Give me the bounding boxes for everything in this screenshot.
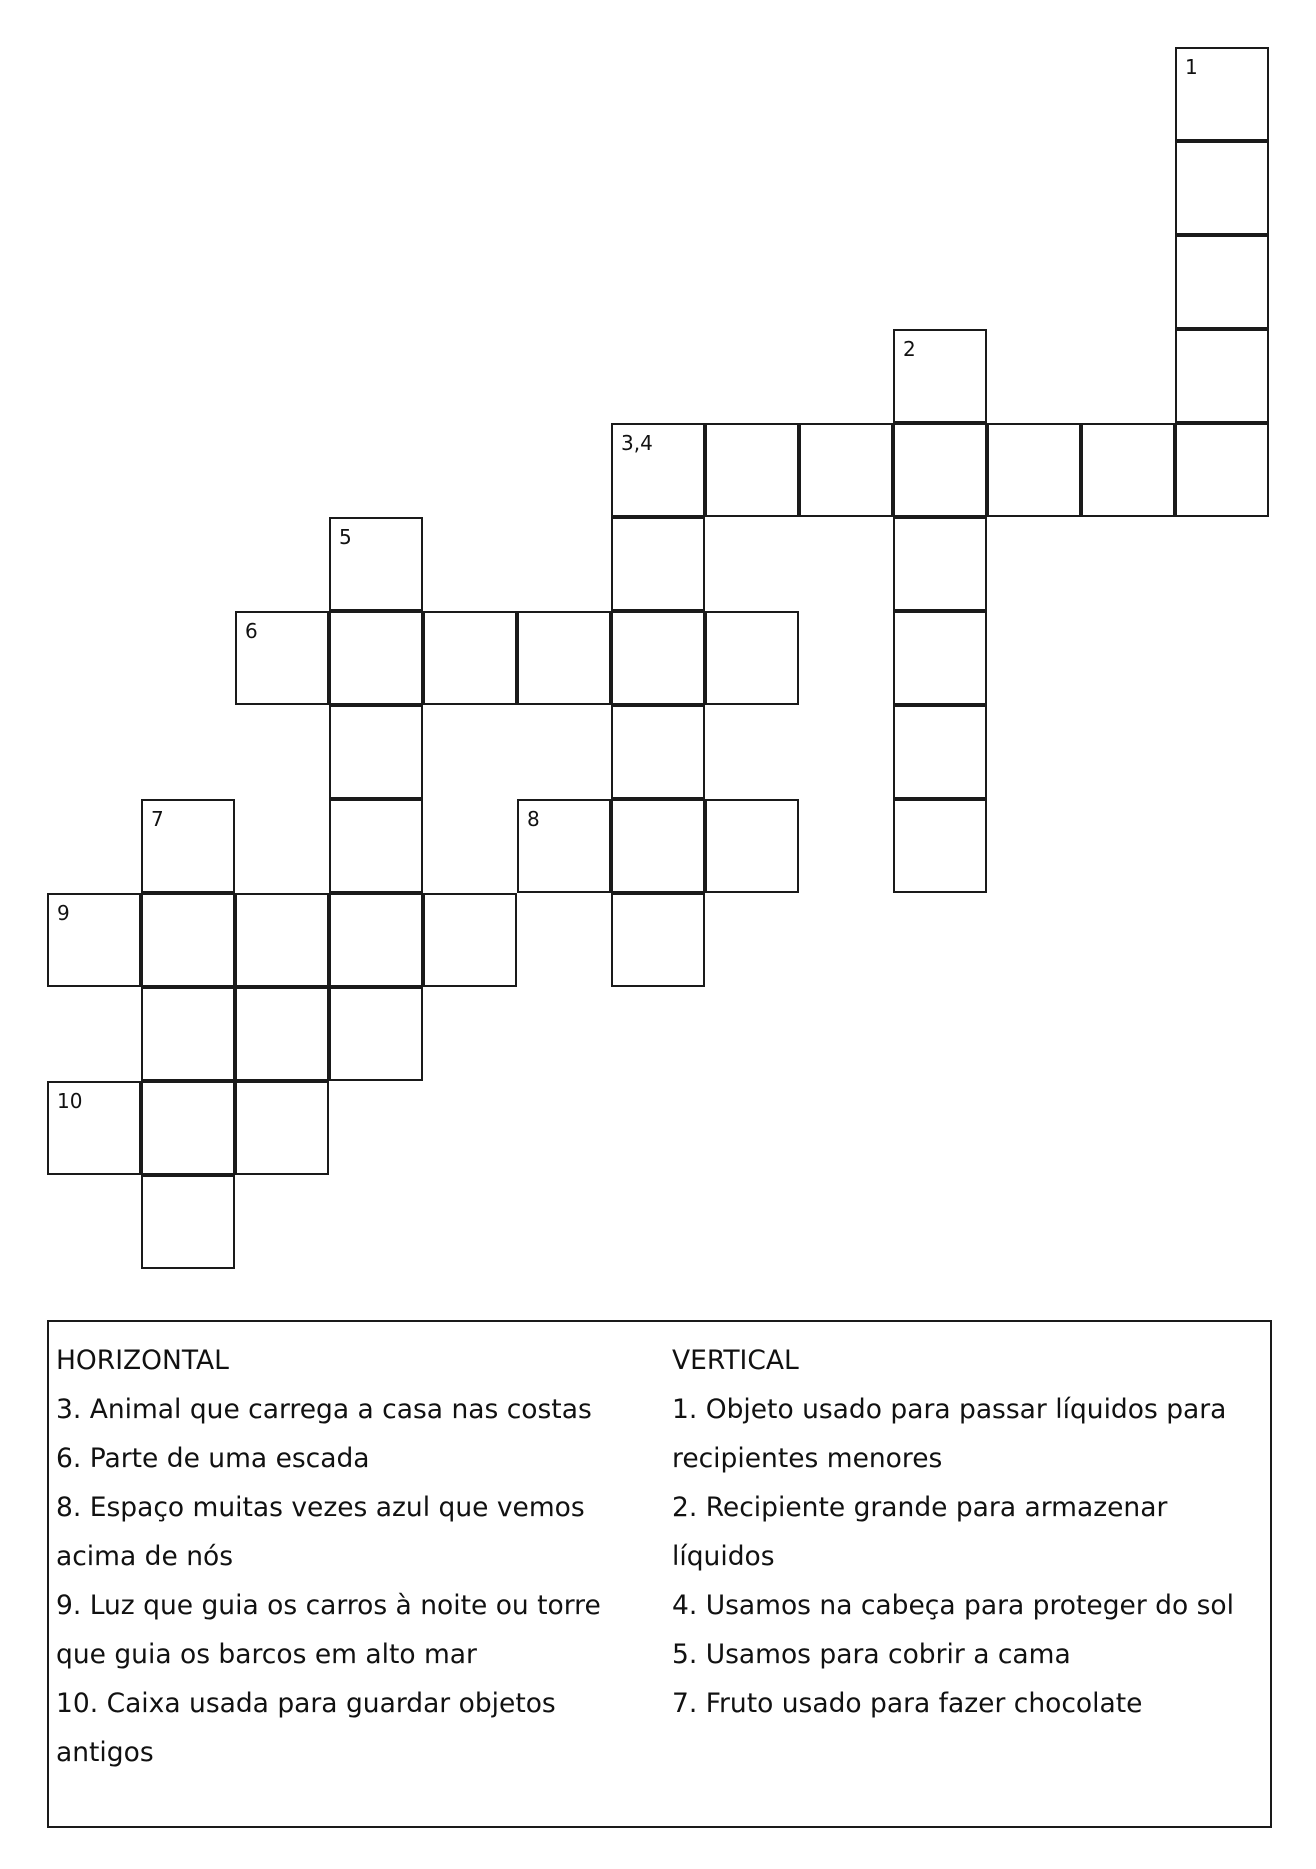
crossword-cell[interactable] (611, 799, 705, 893)
crossword-cell[interactable] (1175, 47, 1269, 141)
clue-line: 5. Usamos para cobrir a cama (672, 1639, 1071, 1670)
crossword-cell[interactable] (893, 705, 987, 799)
crossword-cell[interactable] (987, 423, 1081, 517)
crossword-cell[interactable] (141, 1175, 235, 1269)
clue-line: que guia os barcos em alto mar (56, 1639, 477, 1670)
crossword-cell[interactable] (329, 987, 423, 1081)
clue-line: 8. Espaço muitas vezes azul que vemos (56, 1492, 585, 1523)
clue-number: 10 (57, 1089, 83, 1113)
clue-number: 1 (1185, 55, 1198, 79)
crossword-cell[interactable] (517, 611, 611, 705)
clue-number: 7 (151, 807, 164, 831)
crossword-cell[interactable] (893, 423, 987, 517)
crossword-cell[interactable] (611, 705, 705, 799)
crossword-cell[interactable] (611, 893, 705, 987)
crossword-cell[interactable] (893, 517, 987, 611)
clue-number: 5 (339, 525, 352, 549)
crossword-cell[interactable] (1175, 423, 1269, 517)
clue-line: antigos (56, 1737, 154, 1768)
clue-number: 6 (245, 619, 258, 643)
crossword-cell[interactable] (517, 799, 611, 893)
clue-line: líquidos (672, 1541, 775, 1572)
crossword-cell[interactable] (705, 423, 799, 517)
crossword-cell[interactable] (235, 893, 329, 987)
crossword-cell[interactable] (235, 611, 329, 705)
crossword-cell[interactable] (329, 799, 423, 893)
clue-line: 3. Animal que carrega a casa nas costas (56, 1394, 592, 1425)
clue-line: 4. Usamos na cabeça para proteger do sol (672, 1590, 1234, 1621)
crossword-cell[interactable] (893, 611, 987, 705)
clue-line: recipientes menores (672, 1443, 943, 1474)
clue-line: 9. Luz que guia os carros à noite ou torre (56, 1590, 601, 1621)
crossword-cell[interactable] (235, 987, 329, 1081)
crossword-cell[interactable] (611, 423, 705, 517)
crossword-cell[interactable] (1081, 423, 1175, 517)
clue-line: 7. Fruto usado para fazer chocolate (672, 1688, 1143, 1719)
crossword-cell[interactable] (329, 705, 423, 799)
clue-number: 9 (57, 901, 70, 925)
clue-line: 1. Objeto usado para passar líquidos para (672, 1394, 1227, 1425)
crossword-cell[interactable] (141, 799, 235, 893)
horizontal-clues (56, 1336, 646, 1777)
crossword-cell[interactable] (423, 893, 517, 987)
clue-number: 3,4 (621, 431, 653, 455)
crossword-cell[interactable] (329, 893, 423, 987)
crossword-cell[interactable] (799, 423, 893, 517)
vertical-heading: VERTICAL (672, 1345, 799, 1376)
crossword-cell[interactable] (329, 517, 423, 611)
crossword-cell[interactable] (893, 799, 987, 893)
clue-line: acima de nós (56, 1541, 234, 1572)
clue-line: 2. Recipiente grande para armazenar (672, 1492, 1168, 1523)
crossword-cell[interactable] (611, 611, 705, 705)
crossword-cell[interactable] (893, 329, 987, 423)
crossword-cell[interactable] (1175, 235, 1269, 329)
crossword-cell[interactable] (1175, 329, 1269, 423)
vertical-clues (672, 1336, 1262, 1728)
crossword-cell[interactable] (329, 611, 423, 705)
crossword-cell[interactable] (141, 893, 235, 987)
crossword-cell[interactable] (705, 799, 799, 893)
clue-line: 10. Caixa usada para guardar objetos (56, 1688, 556, 1719)
crossword-cell[interactable] (705, 611, 799, 705)
crossword-cell[interactable] (611, 517, 705, 611)
crossword-cell[interactable] (423, 611, 517, 705)
crossword-cell[interactable] (47, 1081, 141, 1175)
clues-box (47, 1320, 1272, 1828)
crossword-cell[interactable] (1175, 141, 1269, 235)
crossword-cell[interactable] (47, 893, 141, 987)
crossword-cell[interactable] (235, 1081, 329, 1175)
clue-line: 6. Parte de uma escada (56, 1443, 370, 1474)
clue-number: 8 (527, 807, 540, 831)
clue-number: 2 (903, 337, 916, 361)
crossword-cell[interactable] (141, 987, 235, 1081)
crossword-cell[interactable] (141, 1081, 235, 1175)
horizontal-heading: HORIZONTAL (56, 1345, 229, 1376)
